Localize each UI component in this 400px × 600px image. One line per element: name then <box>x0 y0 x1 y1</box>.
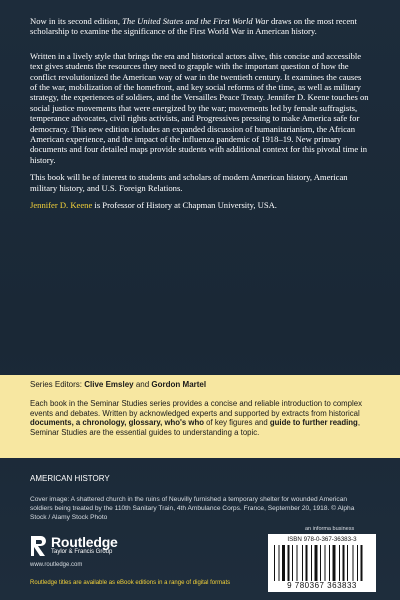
informa-tagline: an informa business <box>305 526 355 532</box>
series-description: Each book in the Seminar Studies series provides a concise and reliable introduction to complex events and debates. Written by acknowledged experts and supported by extracts from historical documents, a chronology, glossary, who's who of key figures and guide to further reading, Seminar Studies are the essential guides to understanding a topic. <box>30 399 362 437</box>
author-name: Jennifer D. Keene <box>30 200 93 211</box>
barcode <box>268 534 376 592</box>
audience-paragraph: This book will be of interest to students and scholars of modern American history, American military history, and U.S. Foreign Relations. <box>30 172 348 193</box>
intro-paragraph <box>30 16 370 37</box>
editor-name: Clive Emsley <box>84 380 134 389</box>
intro-text-end: draws on the most recent scholarship to examine the significance of the First World War in American history. <box>30 16 357 37</box>
routledge-logo-icon <box>29 534 47 558</box>
ebook-note: Routledge titles are available as eBook editions in a range of digital formats <box>30 580 231 586</box>
cover-image-caption: Cover image: A shattered church in the ruins of Neuvilly furnished a temporary shelter for wounded American soldiers being treated by the 110th Sanitary Train, 4th Ambulance Corps. France, September 20, 1918. © Alpha Stock / Alamy Stock Photo <box>30 496 355 521</box>
barcode-bars <box>274 545 370 581</box>
intro-text: Now in its second edition, <box>30 16 123 26</box>
author-affiliation: is Professor of History at Chapman University, USA. <box>92 200 277 211</box>
author-bio <box>30 200 370 210</box>
series-editors: Series Editors: Clive Emsley and Gordon Martel <box>30 380 207 389</box>
editor-name: Gordon Martel <box>151 380 207 389</box>
main-paragraph: Written in a lively style that brings the era and historical actors alive, this concise and accessible text gives students the resources they need to grapple with the important question of how the conflict revolutionized the American way of war in the twentieth century. It examines the causes of the war, mobilization of the homefront, and key social reforms of the time, as well as military strategy, the experiences of soldiers, and the Versailles Peace Treaty. Jennifer D. Keene touches on social justice movements that were energized by the war; movements led by female suffragists, temperance advocates, civil rights activists, and Progressives pressing to make America safe for democracy. This new edition includes an expanded discussion of humanitarianism, the African American experience, and the impact of the influenza pandemic of 1918–19. New primary documents and four detailed maps provide students with additional context for this pivotal time in history. <box>30 50 369 165</box>
publisher-group: Taylor & Francis Group <box>51 549 113 555</box>
publisher-name: Routledge <box>51 534 118 550</box>
book-description <box>30 16 370 218</box>
isbn-label: ISBN 978-0-367-36383-3 <box>287 536 357 543</box>
publisher-url: www.routledge.com <box>30 562 83 568</box>
series-panel <box>0 375 400 458</box>
subject-category: AMERICAN HISTORY <box>30 474 110 483</box>
book-title-italic: The United States and the First World War <box>122 16 269 26</box>
barcode-number: 9 780367 363833 <box>287 581 357 590</box>
publisher-wordmark <box>51 534 118 555</box>
